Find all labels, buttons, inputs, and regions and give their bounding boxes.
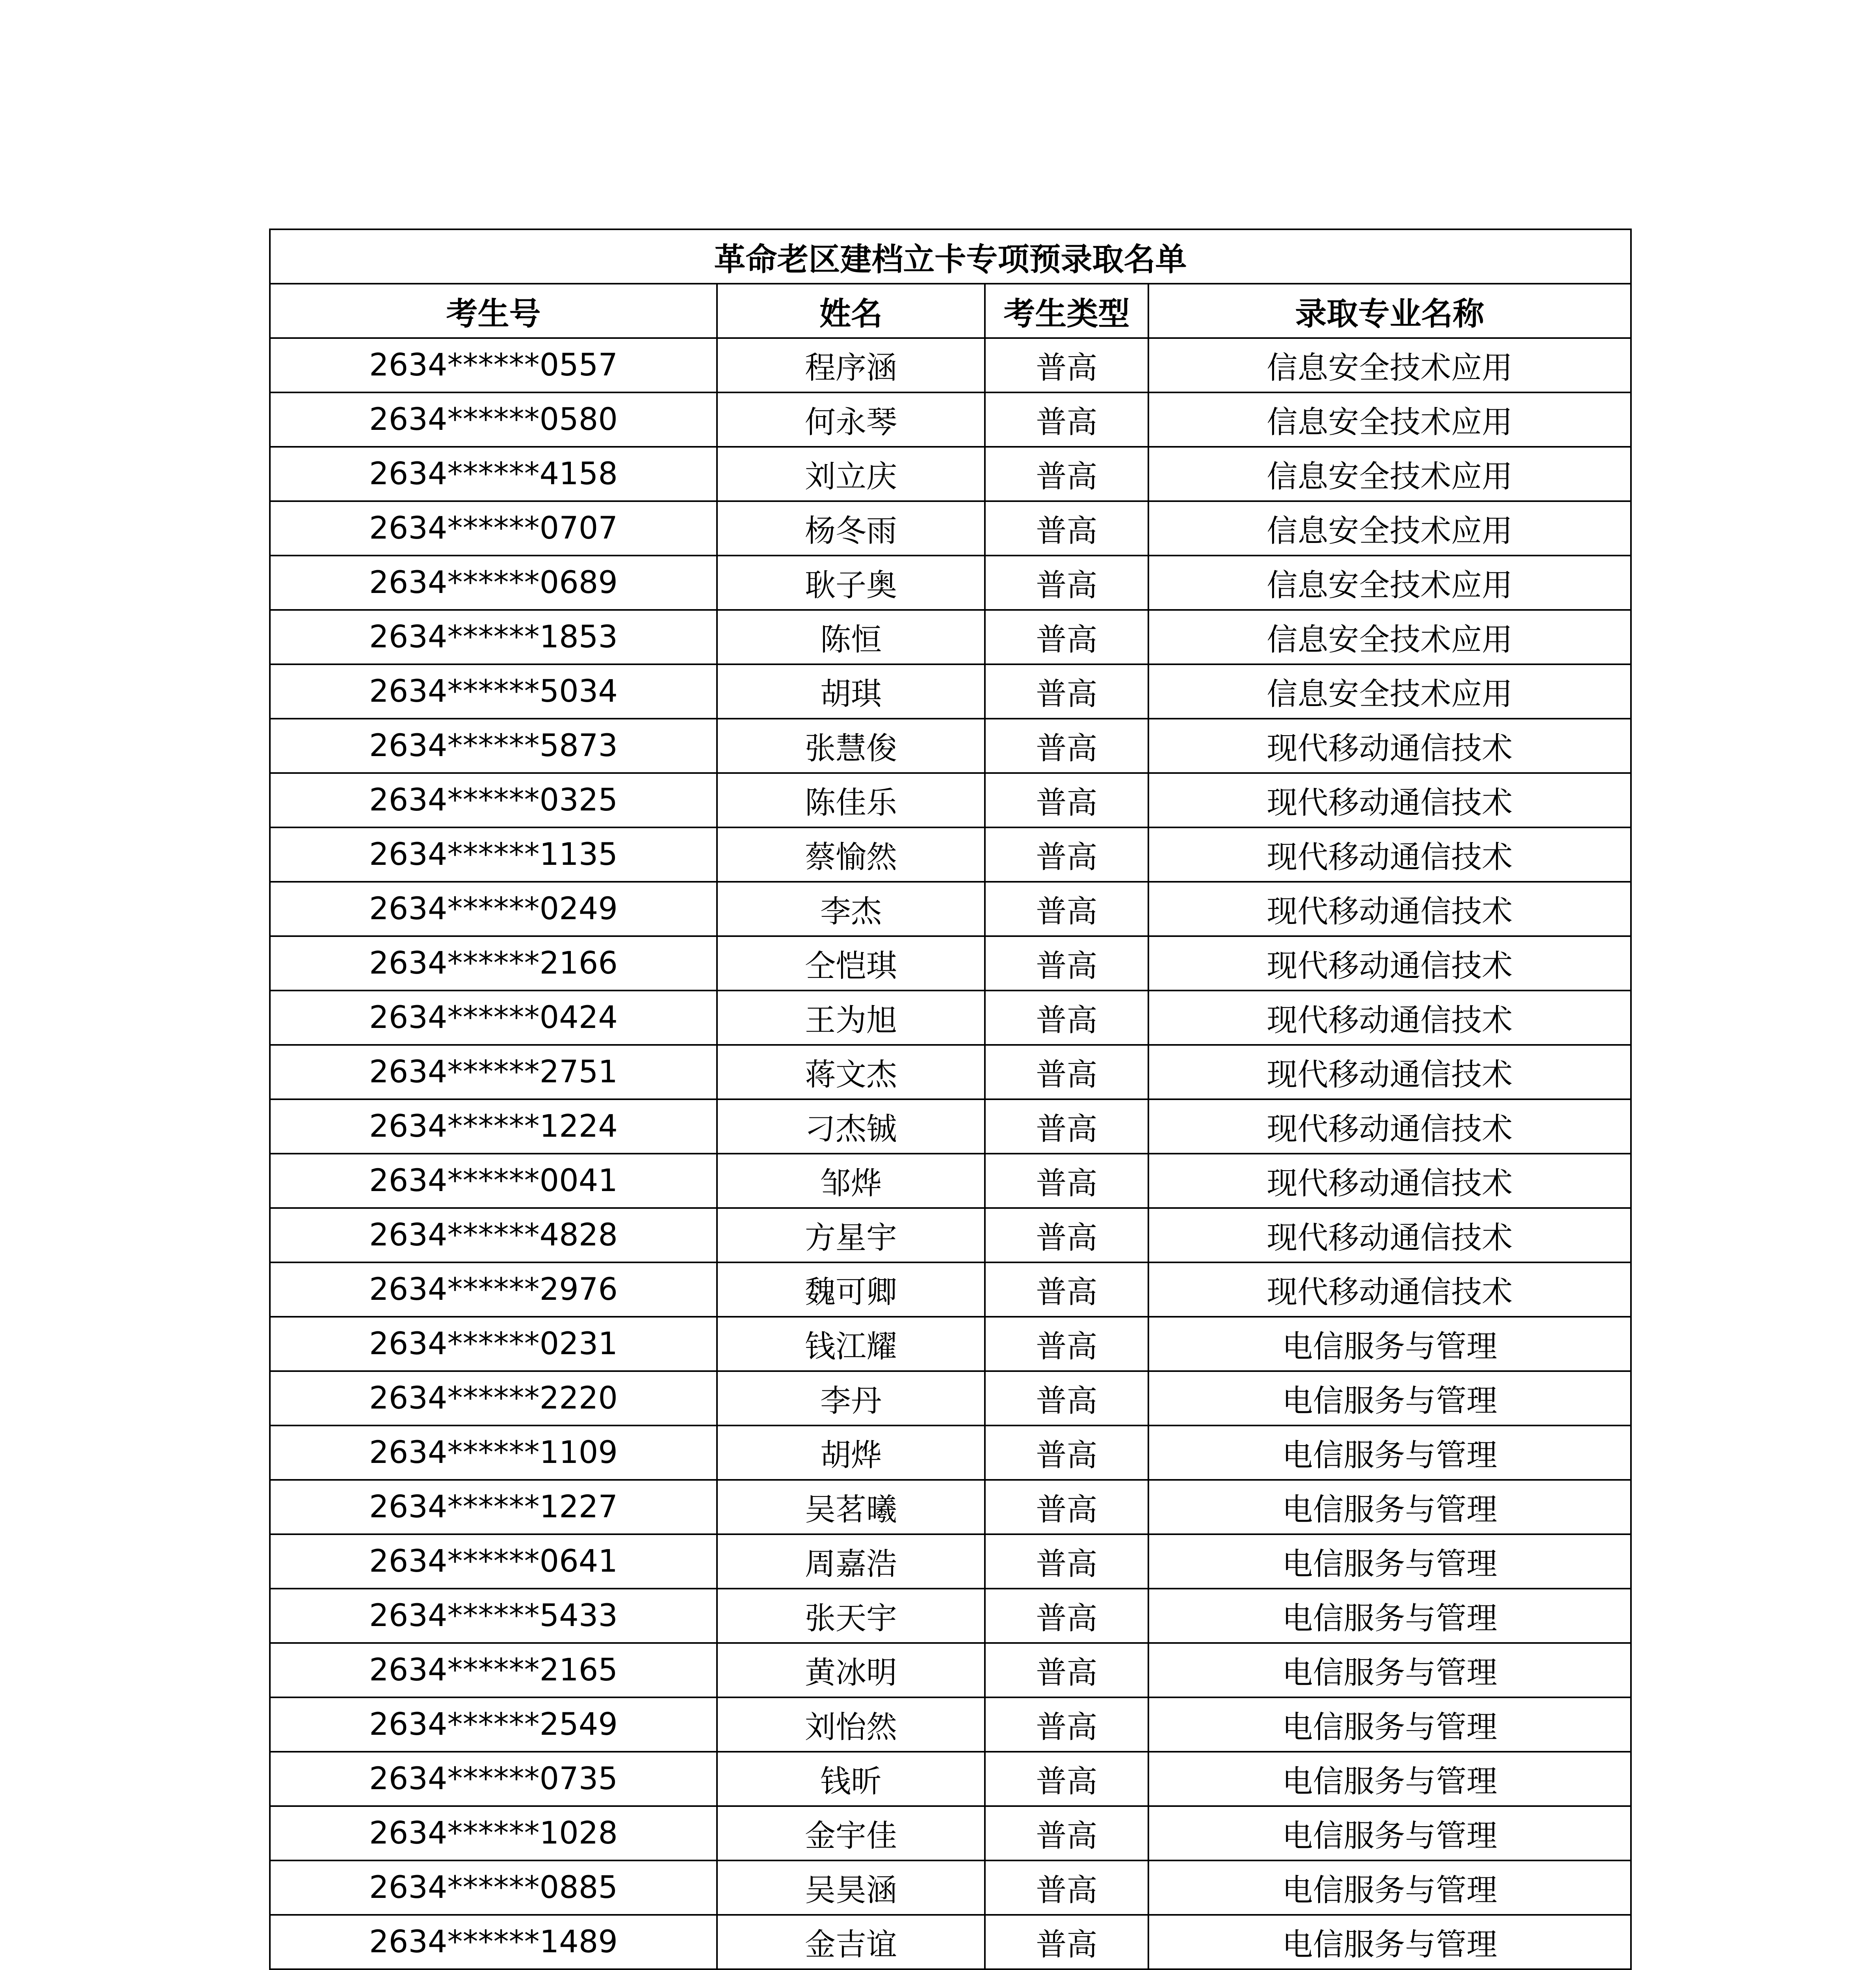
table-row [270,1589,1631,1643]
cell-student-id: 2634******0735 [270,1752,717,1806]
cell-name: 李杰 [717,882,985,936]
cell-student-type: 普高 [985,338,1148,392]
table-row [270,1154,1631,1208]
cell-name: 吴茗曦 [717,1480,985,1534]
table-row [270,1262,1631,1317]
cell-student-id: 2634******2220 [270,1371,717,1425]
cell-name: 王为旭 [717,991,985,1045]
table-row [270,991,1631,1045]
cell-major: 现代移动通信技术 [1148,1262,1631,1317]
cell-student-type: 普高 [985,1262,1148,1317]
cell-major: 电信服务与管理 [1148,1643,1631,1697]
header-student-type: 考生类型 [985,284,1148,338]
cell-name: 胡烨 [717,1425,985,1480]
cell-student-type: 普高 [985,1154,1148,1208]
cell-major: 现代移动通信技术 [1148,1099,1631,1154]
cell-name: 钱昕 [717,1752,985,1806]
cell-student-type: 普高 [985,1425,1148,1480]
cell-name: 杨冬雨 [717,501,985,556]
cell-student-id: 2634******2549 [270,1697,717,1752]
cell-name: 方星宇 [717,1208,985,1262]
cell-name: 陈佳乐 [717,773,985,827]
cell-student-type: 普高 [985,1317,1148,1371]
cell-major: 信息安全技术应用 [1148,447,1631,501]
cell-name: 金吉谊 [717,1915,985,1969]
cell-name: 邹烨 [717,1154,985,1208]
cell-name: 周嘉浩 [717,1534,985,1589]
cell-student-type: 普高 [985,827,1148,882]
table-row [270,1425,1631,1480]
cell-name: 黄冰明 [717,1643,985,1697]
cell-student-id: 2634******0885 [270,1860,717,1915]
cell-name: 陈恒 [717,610,985,664]
cell-student-id: 2634******4828 [270,1208,717,1262]
cell-major: 现代移动通信技术 [1148,1045,1631,1099]
cell-major: 现代移动通信技术 [1148,719,1631,773]
table-row [270,1045,1631,1099]
cell-name: 张天宇 [717,1589,985,1643]
cell-student-id: 2634******0424 [270,991,717,1045]
cell-major: 现代移动通信技术 [1148,936,1631,991]
table-row [270,501,1631,556]
cell-student-id: 2634******1109 [270,1425,717,1480]
cell-student-id: 2634******1028 [270,1806,717,1860]
cell-name: 何永琴 [717,392,985,447]
cell-student-type: 普高 [985,936,1148,991]
table-row [270,1915,1631,1969]
cell-student-type: 普高 [985,1643,1148,1697]
cell-student-id: 2634******5433 [270,1589,717,1643]
cell-student-type: 普高 [985,501,1148,556]
cell-major: 电信服务与管理 [1148,1752,1631,1806]
cell-major: 现代移动通信技术 [1148,882,1631,936]
cell-major: 现代移动通信技术 [1148,991,1631,1045]
cell-name: 张慧俊 [717,719,985,773]
cell-student-id: 2634******1224 [270,1099,717,1154]
cell-name: 钱江耀 [717,1317,985,1371]
cell-student-id: 2634******0231 [270,1317,717,1371]
cell-student-id: 2634******2751 [270,1045,717,1099]
cell-student-type: 普高 [985,1589,1148,1643]
table-row [270,1860,1631,1915]
cell-student-id: 2634******0707 [270,501,717,556]
table-row [270,1697,1631,1752]
cell-name: 蒋文杰 [717,1045,985,1099]
cell-major: 电信服务与管理 [1148,1860,1631,1915]
table-row [270,1208,1631,1262]
table-row [270,338,1631,392]
table-row [270,1317,1631,1371]
cell-student-type: 普高 [985,719,1148,773]
cell-student-type: 普高 [985,1534,1148,1589]
title-row [270,229,1631,284]
cell-name: 李丹 [717,1371,985,1425]
cell-student-type: 普高 [985,610,1148,664]
cell-name: 吴昊涵 [717,1860,985,1915]
cell-student-id: 2634******0249 [270,882,717,936]
cell-major: 现代移动通信技术 [1148,827,1631,882]
cell-student-type: 普高 [985,556,1148,610]
cell-major: 电信服务与管理 [1148,1480,1631,1534]
cell-major: 信息安全技术应用 [1148,610,1631,664]
cell-student-id: 2634******4158 [270,447,717,501]
table-body [270,338,1631,1970]
cell-major: 电信服务与管理 [1148,1371,1631,1425]
cell-student-type: 普高 [985,1480,1148,1534]
header-name: 姓名 [717,284,985,338]
cell-student-type: 普高 [985,1099,1148,1154]
cell-student-type: 普高 [985,1806,1148,1860]
cell-name: 魏可卿 [717,1262,985,1317]
cell-student-id: 2634******0641 [270,1534,717,1589]
cell-major: 信息安全技术应用 [1148,501,1631,556]
cell-student-id: 2634******5873 [270,719,717,773]
cell-student-type: 普高 [985,1371,1148,1425]
cell-student-id: 2634******0325 [270,773,717,827]
cell-major: 电信服务与管理 [1148,1915,1631,1969]
cell-name: 仝恺琪 [717,936,985,991]
admission-table [269,229,1632,1970]
cell-student-type: 普高 [985,664,1148,719]
cell-major: 电信服务与管理 [1148,1534,1631,1589]
table-row [270,1643,1631,1697]
document-sheet [269,229,1630,1970]
cell-student-type: 普高 [985,1915,1148,1969]
header-major: 录取专业名称 [1148,284,1631,338]
cell-major: 电信服务与管理 [1148,1425,1631,1480]
header-row [270,284,1631,338]
table-row [270,1534,1631,1589]
cell-major: 信息安全技术应用 [1148,556,1631,610]
cell-student-id: 2634******5034 [270,664,717,719]
cell-student-type: 普高 [985,1045,1148,1099]
cell-name: 程序涵 [717,338,985,392]
cell-student-id: 2634******1853 [270,610,717,664]
cell-student-id: 2634******0580 [270,392,717,447]
table-row [270,664,1631,719]
cell-student-id: 2634******1489 [270,1915,717,1969]
cell-student-id: 2634******2166 [270,936,717,991]
cell-major: 电信服务与管理 [1148,1697,1631,1752]
cell-student-type: 普高 [985,882,1148,936]
table-row [270,1806,1631,1860]
cell-student-type: 普高 [985,991,1148,1045]
cell-major: 现代移动通信技术 [1148,1208,1631,1262]
cell-student-id: 2634******0557 [270,338,717,392]
cell-student-id: 2634******2165 [270,1643,717,1697]
cell-name: 刘怡然 [717,1697,985,1752]
cell-student-id: 2634******0041 [270,1154,717,1208]
table-row [270,447,1631,501]
table-row [270,556,1631,610]
cell-major: 信息安全技术应用 [1148,664,1631,719]
cell-name: 刁杰铖 [717,1099,985,1154]
cell-major: 现代移动通信技术 [1148,1154,1631,1208]
cell-student-type: 普高 [985,1208,1148,1262]
cell-name: 蔡愉然 [717,827,985,882]
cell-name: 刘立庆 [717,447,985,501]
table-row [270,610,1631,664]
cell-student-type: 普高 [985,1860,1148,1915]
table-row [270,1752,1631,1806]
cell-student-type: 普高 [985,773,1148,827]
table-row [270,392,1631,447]
table-row [270,1480,1631,1534]
table-row [270,1371,1631,1425]
cell-major: 信息安全技术应用 [1148,392,1631,447]
table-row [270,936,1631,991]
table-row [270,827,1631,882]
cell-student-id: 2634******1227 [270,1480,717,1534]
cell-student-type: 普高 [985,1697,1148,1752]
cell-student-type: 普高 [985,447,1148,501]
cell-name: 金宇佳 [717,1806,985,1860]
cell-major: 电信服务与管理 [1148,1806,1631,1860]
cell-major: 电信服务与管理 [1148,1589,1631,1643]
table-row [270,773,1631,827]
cell-major: 电信服务与管理 [1148,1317,1631,1371]
header-student-id: 考生号 [270,284,717,338]
cell-student-type: 普高 [985,392,1148,447]
table-row [270,719,1631,773]
table-row [270,1099,1631,1154]
cell-student-id: 2634******2976 [270,1262,717,1317]
cell-major: 现代移动通信技术 [1148,773,1631,827]
table-row [270,882,1631,936]
cell-student-id: 2634******1135 [270,827,717,882]
cell-student-id: 2634******0689 [270,556,717,610]
cell-major: 信息安全技术应用 [1148,338,1631,392]
cell-name: 耿子奥 [717,556,985,610]
cell-name: 胡琪 [717,664,985,719]
cell-student-type: 普高 [985,1752,1148,1806]
table-title: 革命老区建档立卡专项预录取名单 [270,229,1631,284]
